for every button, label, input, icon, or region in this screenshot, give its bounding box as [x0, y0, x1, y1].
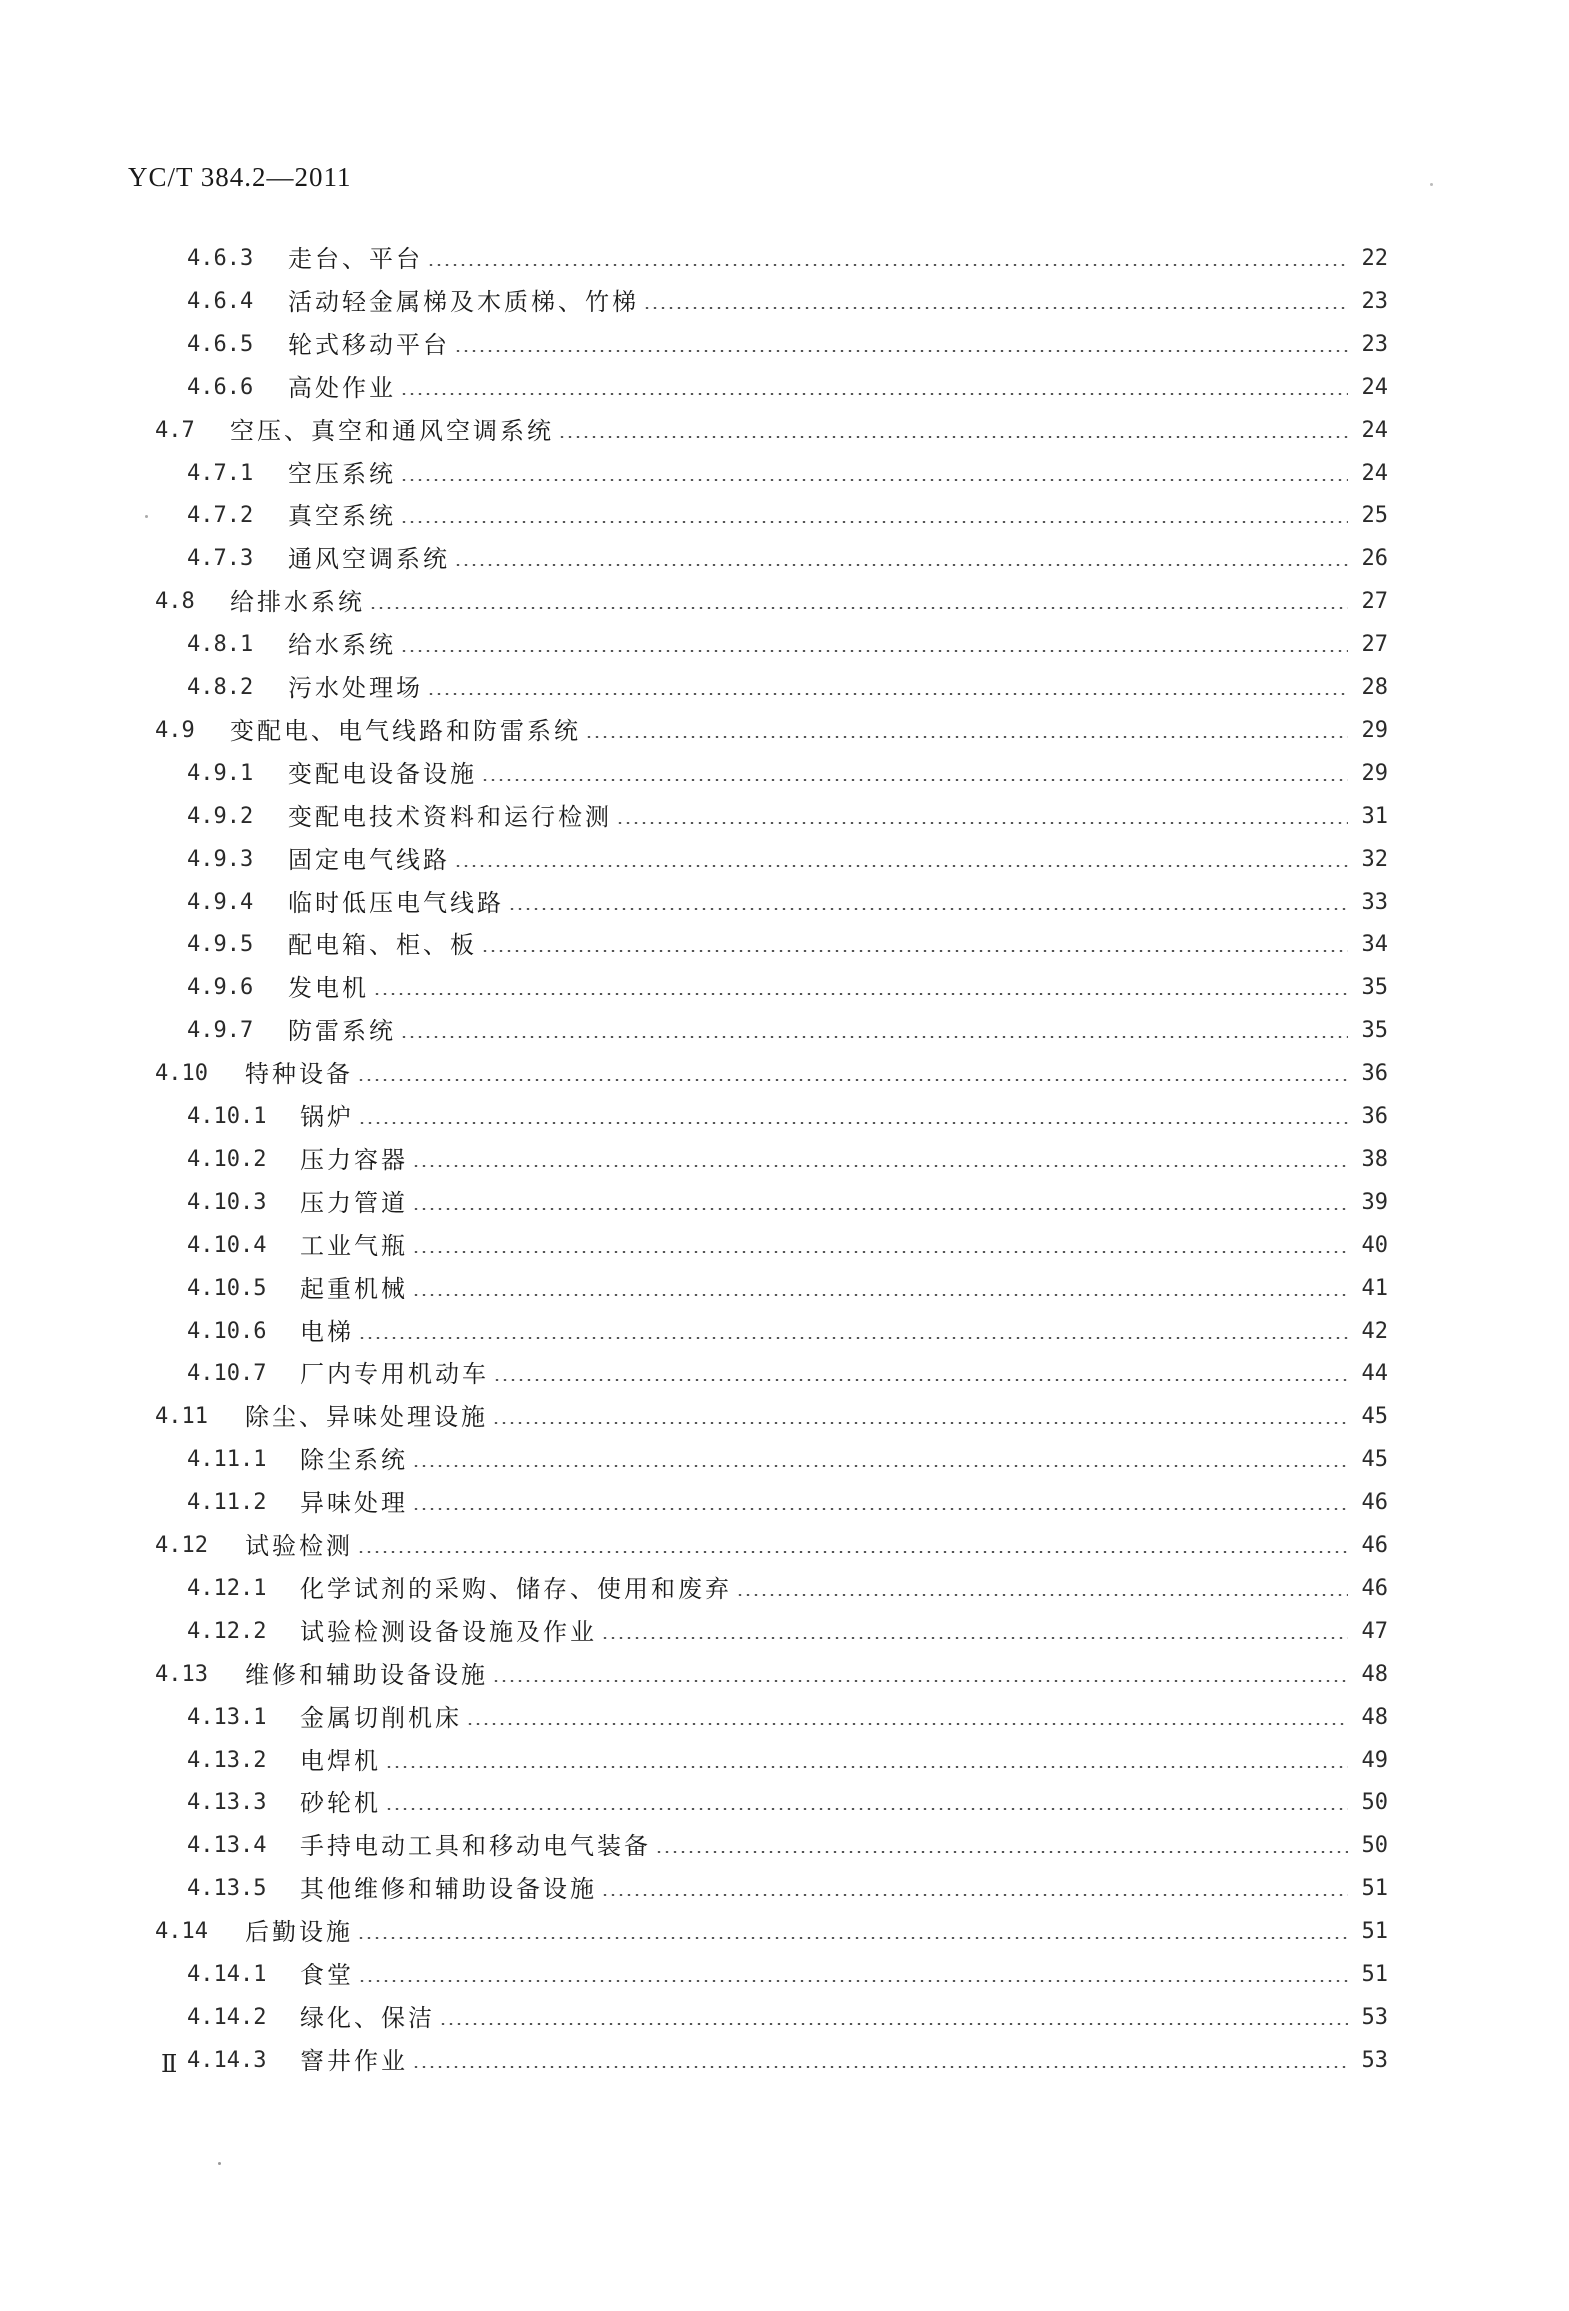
toc-entry-title: 砂轮机: [300, 1789, 381, 1818]
toc-entry: [187, 1010, 1388, 1052]
toc-entry-number: 4.14.3: [187, 2047, 267, 2073]
dot-leader: [492, 1422, 1348, 1424]
toc-entry-title: 锅炉: [300, 1103, 354, 1131]
toc-entry-number: 4.10.6: [187, 1318, 267, 1344]
toc-entry: [187, 1825, 1388, 1867]
toc-entry-page-number: 42: [1361, 1318, 1388, 1344]
toc-entry-number: 4.13.5: [187, 1876, 267, 1902]
toc-entry-number: 4.10.5: [187, 1275, 267, 1301]
dot-leader: [643, 307, 1348, 309]
dot-leader: [508, 908, 1348, 910]
toc-entry: [187, 1697, 1388, 1739]
toc-entry-title: 压力容器: [300, 1145, 408, 1174]
dot-leader: [412, 1465, 1348, 1467]
toc-entry-page-number: 22: [1361, 246, 1388, 271]
toc-entry: [187, 453, 1388, 495]
dot-leader: [412, 1208, 1348, 1210]
toc-entry-title: 给水系统: [288, 631, 396, 660]
toc-entry-title: 金属切削机床: [300, 1703, 462, 1732]
dot-leader: [385, 1808, 1348, 1810]
dot-leader: [466, 1723, 1348, 1725]
toc-entry: [187, 495, 1388, 537]
toc-entry: [187, 1311, 1388, 1353]
toc-entry-title: 食堂: [300, 1961, 354, 1989]
toc-entry: [187, 753, 1388, 795]
dot-leader: [357, 1079, 1348, 1081]
dot-leader: [439, 2023, 1348, 2025]
toc-entry: [187, 1997, 1388, 2039]
toc-entry-page-number: 51: [1361, 1876, 1388, 1902]
toc-entry-number: 4.10.7: [187, 1361, 267, 1387]
toc-entry-number: 4.14.2: [187, 2004, 267, 2030]
toc-entry-page-number: 41: [1361, 1275, 1388, 1301]
toc-entry-title: 试验检测: [245, 1532, 353, 1560]
toc-entry-title: 空压系统: [288, 459, 396, 488]
dot-leader: [558, 436, 1348, 438]
dot-leader: [358, 1122, 1348, 1124]
toc-entry-number: 4.6.4: [187, 288, 254, 314]
toc-entry-title: 变配电、电气线路和防雷系统: [230, 716, 581, 745]
toc-entry-page-number: 24: [1361, 460, 1388, 486]
toc-entry-title: 除尘系统: [300, 1446, 408, 1475]
toc-entry-page-number: 29: [1361, 760, 1388, 786]
toc-entry: [155, 1525, 1388, 1567]
toc-entry-page-number: 51: [1361, 1919, 1388, 1945]
toc-entry-number: 4.11.2: [187, 1490, 267, 1516]
toc-entry: [187, 538, 1388, 580]
dot-leader: [481, 950, 1348, 952]
toc-entry-page-number: 35: [1361, 975, 1388, 1001]
toc-entry-page-number: 50: [1361, 1833, 1388, 1859]
toc-entry-title: 发电机: [288, 974, 369, 1003]
toc-entry-page-number: 27: [1361, 632, 1388, 658]
toc-entry-number: 4.13.4: [187, 1833, 267, 1859]
toc-entry: [187, 924, 1388, 966]
toc-entry: [187, 1611, 1388, 1653]
toc-entry-title: 固定电气线路: [288, 845, 450, 874]
toc-entry-page-number: 33: [1361, 889, 1388, 915]
toc-entry-page-number: 23: [1361, 288, 1388, 314]
toc-entry-title: 通风空调系统: [288, 545, 450, 574]
toc-entry-number: 4.7.2: [187, 503, 254, 529]
toc-entry-page-number: 40: [1361, 1232, 1388, 1258]
toc-entry-title: 压力管道: [300, 1188, 408, 1217]
toc-entry-title: 配电箱、柜、板: [288, 931, 477, 960]
dot-leader: [400, 1036, 1348, 1038]
toc-entry-title: 电焊机: [300, 1746, 381, 1775]
toc-entry: [187, 1182, 1388, 1224]
dot-leader: [357, 1551, 1348, 1553]
toc-entry-page-number: 45: [1361, 1447, 1388, 1473]
toc-entry-number: 4.11: [155, 1404, 208, 1430]
toc-entry: [187, 1954, 1388, 1996]
toc-entry-number: 4.7.1: [187, 460, 254, 486]
toc-entry-number: 4.9.2: [187, 803, 254, 829]
toc-entry-number: 4.8.2: [187, 675, 254, 700]
dot-leader: [427, 693, 1348, 695]
toc-entry-number: 4.10.1: [187, 1104, 267, 1129]
dot-leader: [454, 350, 1348, 352]
toc-entry-number: 4.9: [155, 717, 195, 743]
toc-entry-page-number: 25: [1361, 503, 1388, 529]
toc-entry-title: 轮式移动平台: [288, 330, 450, 359]
toc-entry-title: 临时低压电气线路: [288, 888, 504, 917]
toc-entry-number: 4.10.4: [187, 1232, 267, 1258]
toc-entry: [187, 796, 1388, 838]
toc-entry-page-number: 27: [1361, 589, 1388, 615]
toc-entry: [187, 624, 1388, 666]
dot-leader: [427, 264, 1348, 266]
toc-entry: [187, 1439, 1388, 1481]
toc-entry-number: 4.10.3: [187, 1189, 267, 1215]
toc-entry: [187, 1782, 1388, 1824]
dot-leader: [655, 1851, 1348, 1853]
toc-entry: [187, 839, 1388, 881]
toc-entry-number: 4.13.1: [187, 1704, 267, 1730]
dot-leader: [492, 1680, 1348, 1682]
toc-entry-title: 化学试剂的采购、储存、使用和废弃: [300, 1574, 732, 1603]
toc-entry-title: 变配电技术资料和运行检测: [288, 802, 612, 831]
toc-entry-number: 4.12.2: [187, 1618, 267, 1644]
toc-entry: [187, 1225, 1388, 1267]
dot-leader: [412, 1165, 1348, 1167]
toc-entry: [187, 281, 1388, 323]
toc-entry: [187, 1139, 1388, 1181]
toc-entry-title: 真空系统: [288, 502, 396, 531]
toc-entry-page-number: 24: [1361, 374, 1388, 400]
toc-entry: [155, 1396, 1388, 1438]
toc-entry: [187, 238, 1388, 280]
toc-entry-number: 4.14: [155, 1919, 208, 1945]
toc-entry-page-number: 47: [1361, 1618, 1388, 1644]
dot-leader: [454, 865, 1348, 867]
dot-leader: [601, 1637, 1348, 1639]
dot-leader: [369, 607, 1348, 609]
toc-entry-page-number: 24: [1361, 417, 1388, 443]
toc-entry-title: 特种设备: [245, 1060, 353, 1089]
toc-entry-title: 异味处理: [300, 1489, 408, 1518]
dot-leader: [412, 1508, 1348, 1510]
toc-entry-number: 4.7.3: [187, 546, 254, 572]
toc-entry-number: 4.9.3: [187, 846, 254, 872]
toc-entry: [187, 1868, 1388, 1910]
dot-leader: [412, 2066, 1348, 2068]
toc-entry-page-number: 23: [1361, 331, 1388, 357]
toc-entry-title: 给排水系统: [230, 588, 365, 617]
dot-leader: [585, 736, 1348, 738]
toc-entry-title: 窨井作业: [300, 2046, 408, 2075]
toc-entry-number: 4.10.2: [187, 1146, 267, 1172]
toc-entry: [155, 1654, 1388, 1696]
toc-entry-number: 4.14.1: [187, 1962, 267, 1987]
toc-entry-title: 维修和辅助设备设施: [245, 1660, 488, 1689]
toc-entry: [187, 967, 1388, 1009]
toc-entry-page-number: 35: [1361, 1018, 1388, 1044]
toc-entry-page-number: 49: [1361, 1747, 1388, 1773]
toc-entry-page-number: 46: [1361, 1490, 1388, 1516]
toc-entry-title: 工业气瓶: [300, 1231, 408, 1260]
toc-entry-page-number: 48: [1361, 1704, 1388, 1730]
dot-leader: [400, 393, 1348, 395]
dot-leader: [454, 564, 1348, 566]
toc-entry: [187, 1740, 1388, 1782]
dot-leader: [412, 1251, 1348, 1253]
toc-entry-page-number: 36: [1361, 1104, 1388, 1129]
toc-entry-number: 4.9.7: [187, 1018, 254, 1044]
toc-entry-title: 试验检测设备设施及作业: [300, 1617, 597, 1646]
toc-entry: [187, 367, 1388, 409]
toc-entry: [187, 1268, 1388, 1310]
dot-leader: [412, 1294, 1348, 1296]
toc-entry-page-number: 50: [1361, 1790, 1388, 1816]
toc-entry: [155, 1911, 1388, 1953]
toc-entry-number: 4.6.3: [187, 246, 254, 271]
dot-leader: [481, 779, 1348, 781]
toc-entry: [155, 1053, 1388, 1095]
toc-entry: [187, 1482, 1388, 1524]
toc-entry-page-number: 36: [1361, 1061, 1388, 1087]
toc-entry-page-number: 48: [1361, 1661, 1388, 1687]
dot-leader: [357, 1937, 1348, 1939]
page-number-footer: Ⅱ: [161, 2052, 178, 2078]
toc-entry-title: 防雷系统: [288, 1017, 396, 1046]
toc-entry-number: 4.9.5: [187, 932, 254, 958]
toc-entry: [155, 581, 1388, 623]
toc-entry-page-number: 39: [1361, 1189, 1388, 1215]
toc-entry-title: 厂内专用机动车: [300, 1360, 489, 1389]
toc-entry-number: 4.10: [155, 1061, 208, 1087]
dot-leader: [358, 1337, 1348, 1339]
toc-entry-page-number: 34: [1361, 932, 1388, 958]
toc-entry-number: 4.13.2: [187, 1747, 267, 1773]
toc-entry: [187, 1096, 1388, 1138]
toc-entry-title: 空压、真空和通风空调系统: [230, 416, 554, 445]
toc-entry-number: 4.11.1: [187, 1447, 267, 1473]
toc-entry: [187, 1568, 1388, 1610]
toc-entry-number: 4.8.1: [187, 632, 254, 658]
toc-entry-page-number: 44: [1361, 1361, 1388, 1387]
toc-entry-title: 电梯: [300, 1317, 354, 1346]
toc-entry-page-number: 46: [1361, 1575, 1388, 1601]
toc-entry-title: 高处作业: [288, 373, 396, 402]
toc-entry-title: 污水处理场: [288, 674, 423, 702]
toc-entry-page-number: 53: [1361, 2004, 1388, 2030]
toc-entry-title: 除尘、异味处理设施: [245, 1403, 488, 1432]
toc-entry: [187, 324, 1388, 366]
toc-entry-number: 4.9.1: [187, 760, 254, 786]
toc-entry-title: 活动轻金属梯及木质梯、竹梯: [288, 287, 639, 316]
toc-entry-page-number: 26: [1361, 546, 1388, 572]
standard-number-header: YC/T 384.2—2011: [128, 162, 352, 192]
toc-entry-title: 变配电设备设施: [288, 759, 477, 788]
dot-leader: [400, 521, 1348, 523]
toc-entry-number: 4.12: [155, 1533, 208, 1558]
toc-entry-page-number: 29: [1361, 717, 1388, 743]
toc-entry-title: 其他维修和辅助设备设施: [300, 1875, 597, 1904]
scan-speck: [218, 2162, 221, 2165]
toc-entry-title: 手持电动工具和移动电气装备: [300, 1832, 651, 1861]
toc-entry-number: 4.13.3: [187, 1790, 267, 1816]
toc-entry-title: 绿化、保洁: [300, 2003, 435, 2032]
dot-leader: [493, 1379, 1348, 1381]
toc-entry-number: 4.6.6: [187, 374, 254, 400]
toc-entry: [187, 667, 1388, 709]
toc-entry-number: 4.12.1: [187, 1575, 267, 1601]
toc-entry-title: 后勤设施: [245, 1918, 353, 1947]
scan-speck: [145, 515, 148, 518]
toc-entry: [187, 1353, 1388, 1395]
toc-entry-number: 4.9.4: [187, 889, 254, 915]
dot-leader: [601, 1894, 1348, 1896]
dot-leader: [736, 1594, 1348, 1596]
dot-leader: [616, 822, 1348, 824]
dot-leader: [400, 479, 1348, 481]
dot-leader: [373, 993, 1348, 995]
toc-entry-page-number: 28: [1361, 675, 1388, 700]
toc-entry-title: 走台、平台: [288, 245, 423, 273]
dot-leader: [400, 650, 1348, 652]
toc-entry-page-number: 31: [1361, 803, 1388, 829]
toc-entry: [187, 882, 1388, 924]
dot-leader: [385, 1766, 1348, 1768]
toc-entry-number: 4.7: [155, 417, 195, 443]
toc-entry-page-number: 38: [1361, 1146, 1388, 1172]
toc-entry-number: 4.13: [155, 1661, 208, 1687]
toc-entry-number: 4.6.5: [187, 331, 254, 357]
dot-leader: [358, 1980, 1348, 1982]
toc-entry-page-number: 45: [1361, 1404, 1388, 1430]
toc-entry-page-number: 53: [1361, 2047, 1388, 2073]
toc-entry: [155, 410, 1388, 452]
toc-entry-title: 起重机械: [300, 1274, 408, 1303]
toc-entry: [187, 2040, 1388, 2082]
toc-entry-page-number: 46: [1361, 1533, 1388, 1558]
scan-speck: [1430, 183, 1433, 186]
toc-entry-number: 4.9.6: [187, 975, 254, 1001]
toc-entry-number: 4.8: [155, 589, 195, 615]
toc-entry-page-number: 32: [1361, 846, 1388, 872]
toc-entry-page-number: 51: [1361, 1962, 1388, 1987]
toc-entry: [155, 710, 1388, 752]
